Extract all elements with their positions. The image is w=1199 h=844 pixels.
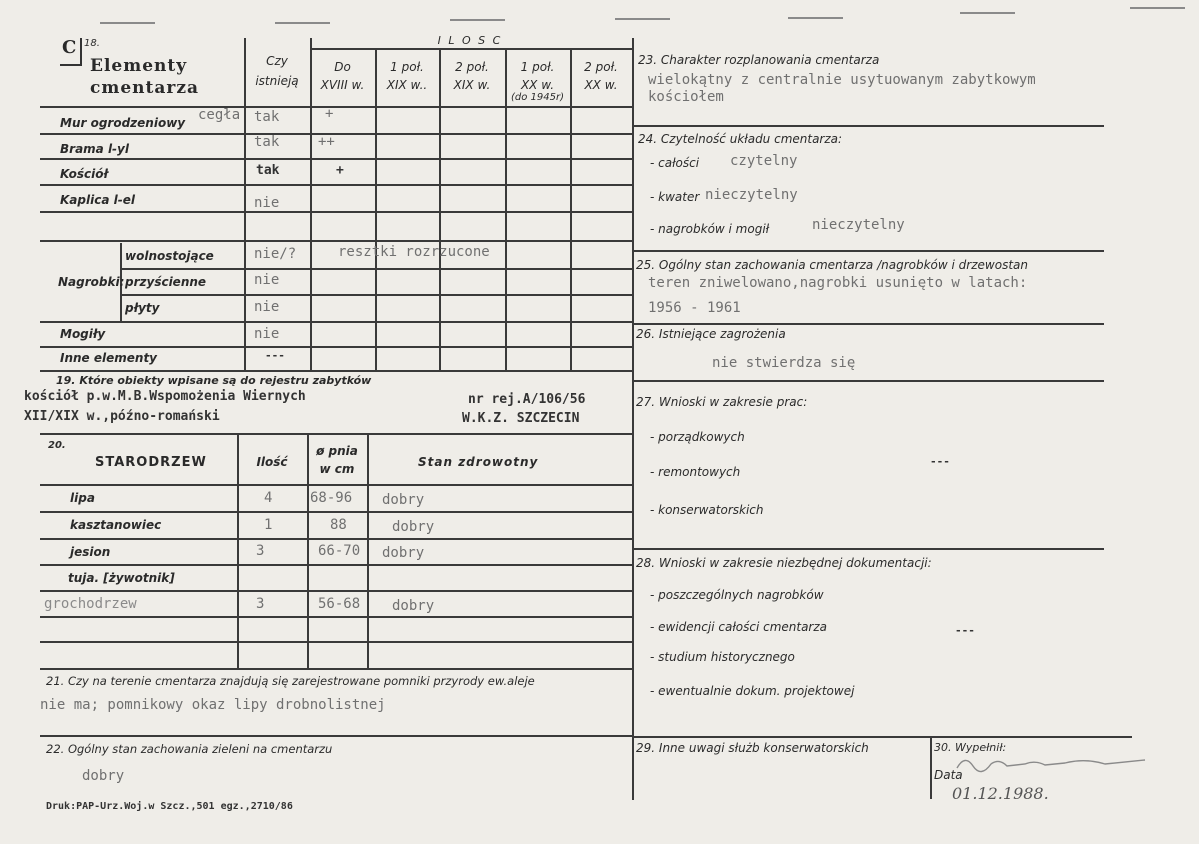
- s28-label: 28. Wnioski w zakresie niezbędnej dokumentacji:: [636, 556, 932, 570]
- tree-name: tuja. [żywotnik]: [68, 571, 175, 585]
- punch-mark: [1130, 7, 1185, 9]
- header-col3-l1: 2 poł.: [455, 60, 489, 74]
- s23-label: 23. Charakter rozplanowania cmentarza: [638, 53, 880, 67]
- row-wolno-czy: nie/?: [254, 246, 297, 262]
- header-czy: Czy: [266, 54, 288, 68]
- s19-line2: XII/XIX w.,późno-romański: [24, 409, 220, 424]
- row-kaplica-czy: nie: [254, 195, 280, 211]
- table-hline: [40, 106, 632, 108]
- row-mur-label: Mur ogrodzeniowy: [60, 116, 186, 130]
- tree-diam: 56-68: [318, 596, 361, 612]
- section-title-line2: cmentarza: [90, 78, 200, 98]
- s27-bottom-line: [632, 548, 1104, 550]
- punch-mark: [275, 22, 330, 24]
- s24-kwater: - kwater: [650, 190, 700, 204]
- s20-hline: [40, 484, 632, 486]
- s27-c: - konserwatorskich: [650, 503, 764, 517]
- header-col2-l2: XIX w..: [386, 78, 428, 92]
- s27-label: 27. Wnioski w zakresie prac:: [636, 395, 808, 409]
- row-brama-val: ++: [318, 134, 335, 150]
- s20-hline: [40, 616, 632, 618]
- s26-bottom-line: [632, 380, 1104, 382]
- s22-label: 22. Ogólny stan zachowania zieleni na cmentarzu: [46, 742, 333, 756]
- s25-line2: 1956 - 1961: [648, 300, 741, 316]
- tree-name: jesion: [70, 545, 111, 559]
- header-ilosc: I L O S C: [437, 34, 503, 47]
- s20-vline: [237, 433, 239, 668]
- header-col4-l3: (do 1945r): [510, 92, 564, 103]
- s29-label: 29. Inne uwagi służb konserwatorskich: [636, 741, 869, 755]
- s20-hline: [40, 668, 632, 670]
- page-divider: [632, 38, 634, 800]
- tree-state: dobry: [392, 519, 435, 535]
- s19-rej: nr rej.A/106/56: [468, 392, 586, 407]
- s20-hline: [40, 538, 632, 540]
- row-wolno-note: resztki rozrzucone: [338, 244, 490, 260]
- table-hline: [40, 133, 632, 135]
- s28-b-value: ---: [955, 624, 975, 637]
- tree-state: dobry: [382, 545, 425, 561]
- table-hline: [40, 158, 632, 160]
- s25-label: 25. Ogólny stan zachowania cmentarza /nagrobków i drzewostan: [636, 258, 1028, 272]
- s23-line1: wielokątny z centralnie usytuowanym zabytkowym: [648, 72, 1036, 88]
- tree-state: dobry: [392, 598, 435, 614]
- table-hline: [40, 321, 632, 323]
- header-col5-l1: 2 poł.: [584, 60, 618, 74]
- header-col1-l1: Do: [334, 60, 351, 74]
- s27-b: - remontowych: [650, 465, 741, 479]
- s24-nagrobkow: - nagrobków i mogił: [650, 222, 770, 236]
- s24-bottom-line: [632, 250, 1104, 252]
- header-col4-l2: XX w.: [520, 78, 555, 92]
- s20-h2: Ilość: [256, 455, 288, 469]
- signature-scribble: [955, 752, 1155, 774]
- tree-qty: 3: [256, 543, 265, 559]
- tree-qty: 3: [256, 596, 265, 612]
- s24-calosci: - całości: [650, 156, 700, 170]
- table-hline: [40, 240, 632, 242]
- s27-a: - porządkowych: [650, 430, 745, 444]
- row-mur-extra: cegła: [198, 107, 241, 123]
- row-plyty-czy: nie: [254, 299, 280, 315]
- s23-bottom-line: [632, 125, 1104, 127]
- table-hline: [120, 268, 632, 270]
- header-col3-l2: XIX w.: [453, 78, 491, 92]
- s19-wkz: W.K.Z. SZCZECIN: [462, 411, 580, 426]
- row-mogily-label: Mogiły: [60, 327, 106, 341]
- table-hline: [120, 294, 632, 296]
- s24-kwater-value: nieczytelny: [705, 187, 798, 203]
- table-hline: [310, 48, 632, 50]
- s20-hline: [40, 641, 632, 643]
- row-mur-czy: tak: [254, 109, 280, 125]
- section-title-line1: Elementy: [90, 56, 188, 76]
- s28-b: - ewidencji całości cmentarza: [650, 620, 828, 634]
- section-letter: C: [62, 37, 78, 58]
- tree-diam: 88: [330, 517, 347, 533]
- s29-divider: [930, 737, 932, 799]
- tree-name: grochodrzew: [44, 596, 137, 612]
- s20-h4: Stan zdrowotny: [418, 455, 539, 469]
- table-hline: [40, 184, 632, 186]
- header-col4-l1: 1 poł.: [520, 60, 555, 74]
- s24-label: 24. Czytelność układu cmentarza:: [638, 132, 843, 146]
- s28-a: - poszczególnych nagrobków: [650, 588, 824, 602]
- s20-vline: [367, 433, 369, 668]
- s26-value: nie stwierdza się: [712, 355, 856, 371]
- s27-b-value: ---: [930, 455, 950, 468]
- section-number: 18.: [84, 38, 100, 49]
- row-plyty-label: płyty: [125, 301, 160, 315]
- row-inne-czy: ---: [265, 349, 285, 362]
- s20-h3a: ø pnia: [316, 444, 358, 458]
- tree-name: kasztanowiec: [70, 518, 162, 532]
- row-kosciol-czy: tak: [256, 163, 280, 178]
- header-col1-l2: XVIII w.: [320, 78, 365, 92]
- s20-hline: [40, 564, 632, 566]
- s30-date-value: 01.12.1988.: [952, 784, 1049, 803]
- row-inne-label: Inne elementy: [60, 351, 158, 365]
- s21-bottom-line: [40, 735, 632, 737]
- table-hline: [40, 211, 632, 213]
- row-mur-val: +: [325, 106, 334, 122]
- s20-h1: STARODRZEW: [95, 455, 207, 470]
- row-brama-czy: tak: [254, 134, 280, 150]
- row-przy-label: przyścienne: [125, 275, 207, 289]
- s20-num: 20.: [48, 440, 66, 451]
- punch-mark: [100, 22, 155, 24]
- tree-diam: 66-70: [318, 543, 361, 559]
- s30-data-label: Data: [934, 768, 963, 782]
- row-brama-label: Brama l-yl: [60, 142, 129, 156]
- s19-bottom-line: [40, 433, 632, 435]
- s19-label: 19. Które obiekty wpisane są do rejestru zabytków: [56, 374, 372, 387]
- s25-bottom-line: [632, 323, 1104, 325]
- row-kosciol-val: +: [336, 163, 344, 178]
- s20-vline: [307, 433, 309, 668]
- tree-diam: 68-96: [310, 490, 353, 506]
- s21-value: nie ma; pomnikowy okaz lipy drobnolistnej: [40, 697, 386, 713]
- punch-mark: [615, 18, 670, 20]
- punch-mark: [960, 12, 1015, 14]
- s20-hline: [40, 511, 632, 513]
- header-istnieja: istnieją: [255, 74, 299, 88]
- row-wolno-label: wolnostojące: [125, 249, 214, 263]
- row-mogily-czy: nie: [254, 326, 280, 342]
- table-hline: [40, 370, 632, 372]
- row-kaplica-label: Kaplica l-el: [60, 193, 135, 207]
- s28-bottom-line: [632, 736, 1132, 738]
- s24-nagrobkow-value: nieczytelny: [812, 217, 905, 233]
- s19-line1: kościół p.w.M.B.Wspomożenia Wiernych: [24, 389, 306, 404]
- printer-note: Druk:PAP-Urz.Woj.w Szcz.,501 egz.,2710/86: [46, 801, 293, 812]
- s21-label: 21. Czy na terenie cmentarza znajdują się zarejestrowane pomniki przyrody ew.aleje: [46, 674, 535, 688]
- tree-qty: 1: [264, 517, 273, 533]
- s28-d: - ewentualnie dokum. projektowej: [650, 684, 855, 698]
- punch-mark: [788, 17, 843, 19]
- s30-label: 30. Wypełnił:: [934, 741, 1007, 754]
- s22-value: dobry: [82, 768, 125, 784]
- table-hline: [40, 346, 632, 348]
- s24-calosci-value: czytelny: [730, 153, 798, 169]
- row-kosciol-label: Kościół: [60, 167, 108, 181]
- tree-name: lipa: [70, 491, 95, 505]
- header-col5-l2: XX w.: [584, 78, 618, 92]
- row-przy-czy: nie: [254, 272, 280, 288]
- tree-qty: 4: [264, 490, 273, 506]
- s26-label: 26. Istniejące zagrożenia: [636, 327, 786, 341]
- nagrobki-label: Nagrobki:: [58, 275, 125, 289]
- s20-h3b: w cm: [319, 462, 355, 476]
- s25-line1: teren zniwelowano,nagrobki usunięto w latach:: [648, 275, 1028, 291]
- s20-hline: [40, 590, 632, 592]
- punch-mark: [450, 19, 505, 21]
- s28-c: - studium historycznego: [650, 650, 795, 664]
- s23-line2: kościołem: [648, 89, 724, 105]
- header-col2-l1: 1 poł.: [390, 60, 424, 74]
- tree-state: dobry: [382, 492, 425, 508]
